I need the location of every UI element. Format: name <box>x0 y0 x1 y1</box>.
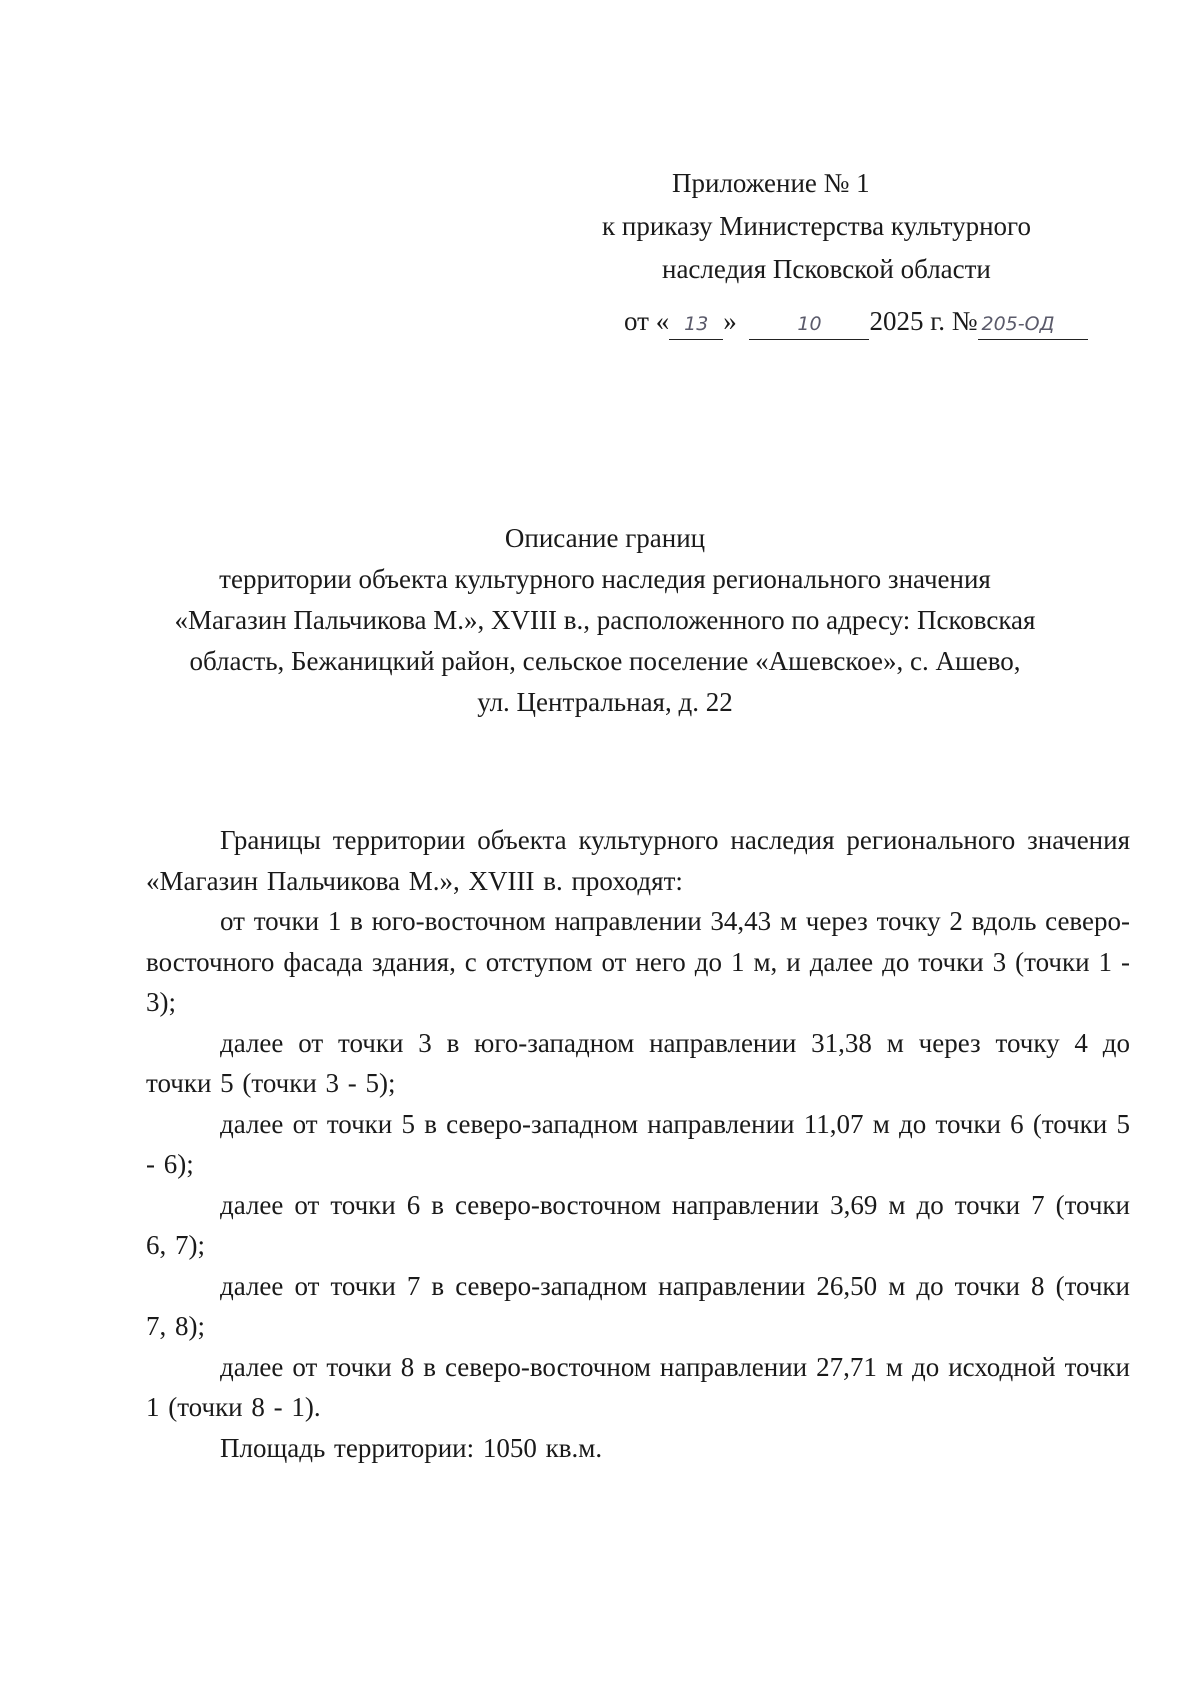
date-prefix: от « <box>624 306 670 336</box>
title-line-3: «Магазин Пальчикова М.», XVIII в., расположенного по адресу: Псковская <box>174 605 1036 635</box>
area-paragraph: Площадь территории: 1050 кв.м. <box>220 1432 603 1463</box>
document-body <box>146 820 1130 1468</box>
boundary-segment-2: далее от точки 3 в юго-западном направлении 31,38 м через точку 4 до точки 5 (точки 3 - 5); <box>146 1027 1130 1098</box>
boundary-segment-1: от точки 1 в юго-восточном направлении 34,43 м через точку 2 вдоль северо-восточного фасада здания, с отступом от него до 1 м, и далее до точки 3 (точки 1 - 3); <box>146 906 1130 1017</box>
boundary-segment-4: далее от точки 6 в северо-восточном направлении 3,69 м до точки 7 (точки 6, 7); <box>146 1189 1130 1260</box>
boundary-segment-3: далее от точки 5 в северо-западном направлении 11,07 м до точки 6 (точки 5 - 6); <box>146 1108 1130 1179</box>
document-title <box>140 518 1070 723</box>
date-month-handwritten: 10 <box>797 313 822 335</box>
title-line-5: ул. Центральная, д. 22 <box>477 687 733 717</box>
date-mid: » <box>723 306 737 336</box>
title-line-2: территории объекта культурного наследия регионального значения <box>219 564 991 594</box>
date-year-number-label: 2025 г. № <box>869 306 978 336</box>
boundary-segment-6: далее от точки 8 в северо-восточном направлении 27,71 м до исходной точки 1 (точки 8 - 1). <box>146 1351 1130 1422</box>
appendix-date-line <box>624 306 1088 340</box>
order-number-field <box>978 306 1088 340</box>
title-line-1: Описание границ <box>504 523 706 553</box>
date-day-field <box>669 306 723 340</box>
appendix-title: Приложение № 1 <box>672 168 870 198</box>
date-day-handwritten: 13 <box>684 313 709 335</box>
intro-paragraph: Границы территории объекта культурного наследия регионального значения «Магазин Пальчикова М.», XVIII в. проходят: <box>146 825 1130 896</box>
appendix-reference: к приказу Министерства культурного <box>602 211 1031 241</box>
appendix-ministry: наследия Псковской области <box>662 254 991 284</box>
boundary-segment-5: далее от точки 7 в северо-западном направлении 26,50 м до точки 8 (точки 7, 8); <box>146 1270 1130 1341</box>
title-line-4: область, Бежаницкий район, сельское поселение «Ашевское», с. Ашево, <box>189 646 1021 676</box>
date-month-field <box>749 306 869 340</box>
order-number-handwritten: 205-ОД <box>981 313 1055 335</box>
